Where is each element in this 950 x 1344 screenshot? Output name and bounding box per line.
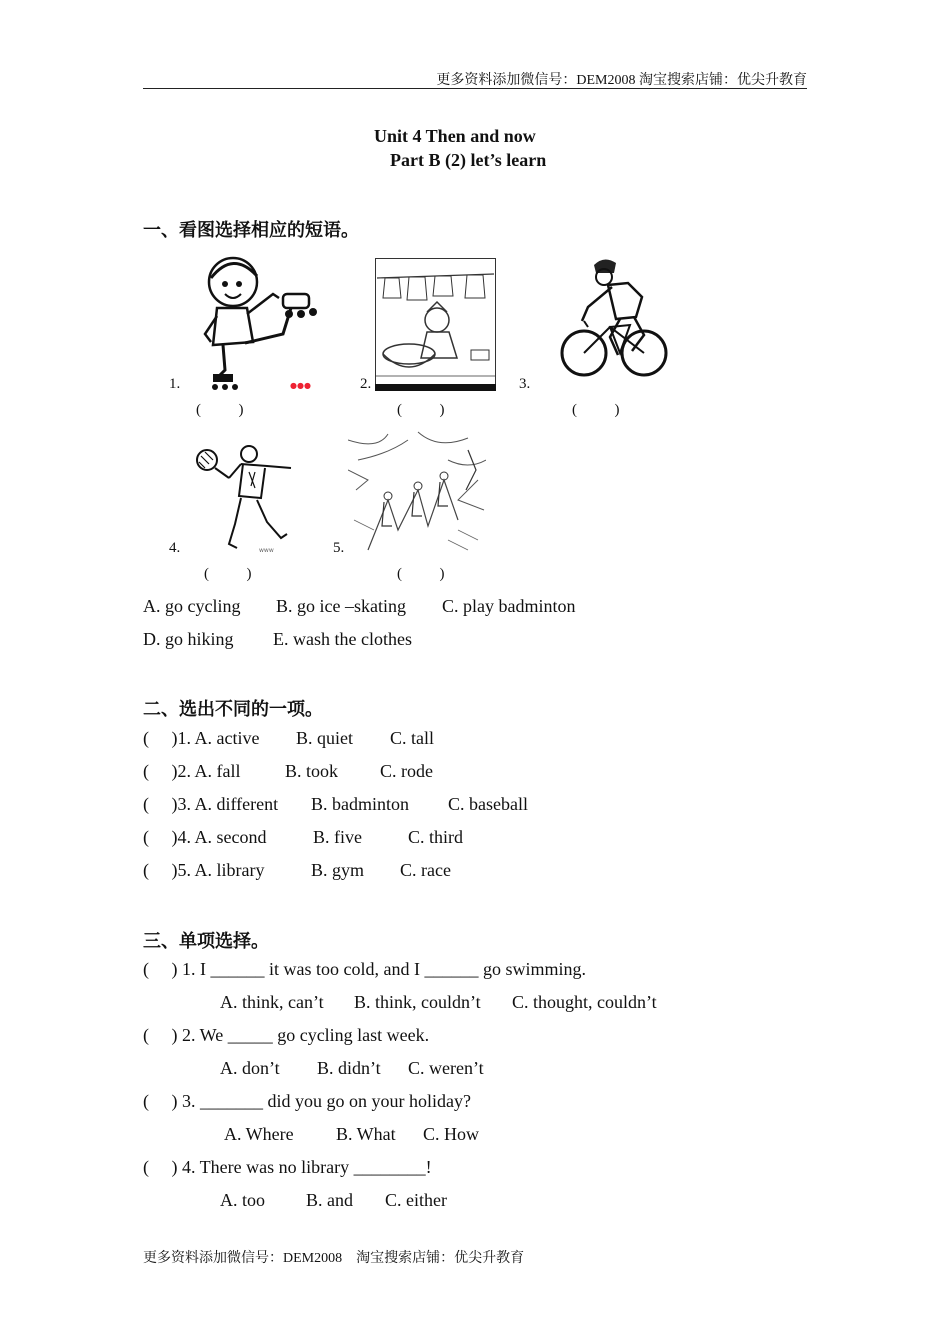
option-e: E. wash the clothes xyxy=(273,629,412,649)
hikers-picture xyxy=(348,430,486,556)
mc-choice-b: B. think, couldn’t xyxy=(354,992,481,1012)
mc-question: ( ) 1. I ______ it was too cold, and I ______ go swimming. xyxy=(143,959,586,979)
answer-blank[interactable]: ( ) xyxy=(397,566,445,582)
svg-text:www: www xyxy=(259,547,274,554)
option-b: B. go ice –skating xyxy=(276,596,406,616)
answer-blank[interactable]: ( ) xyxy=(397,402,445,418)
answer-blank[interactable]: ( ) xyxy=(572,402,620,418)
answer-blank[interactable]: ( ) xyxy=(204,566,252,582)
item-number: 1. xyxy=(169,376,181,392)
question-row: ( )3. A. different xyxy=(143,794,279,814)
mc-choice-c: C. How xyxy=(423,1124,480,1144)
lesson-title: Part B (2) let’s learn xyxy=(390,150,547,170)
mc-choice-c: C. weren’t xyxy=(408,1058,484,1078)
item-number: 2. xyxy=(360,376,372,392)
choice-b: B. took xyxy=(285,761,339,781)
roller-skating-boy-picture xyxy=(195,250,330,390)
choice-c: C. rode xyxy=(380,761,433,781)
section3-heading: 三、单项选择。 xyxy=(143,931,269,952)
section2-heading: 二、选出不同的一项。 xyxy=(143,699,323,720)
choice-c: C. third xyxy=(408,827,464,847)
page-header: 更多资料添加微信号：DEM2008 淘宝搜索店铺：优尖升教育 xyxy=(436,73,807,88)
option-a: A. go cycling xyxy=(143,596,241,616)
question-row: ( )1. A. active xyxy=(143,728,260,748)
cyclist-picture xyxy=(558,255,670,387)
item-number: 4. xyxy=(169,540,181,556)
mc-choice-a: A. Where xyxy=(224,1124,294,1144)
section1-heading: 一、看图选择相应的短语。 xyxy=(143,220,359,241)
mc-question: ( ) 3. _______ did you go on your holiday? xyxy=(143,1091,471,1111)
choice-c: C. baseball xyxy=(448,794,528,814)
svg-text:●●●: ●●● xyxy=(290,381,311,390)
mc-choice-a: A. think, can’t xyxy=(220,992,324,1012)
choice-c: C. tall xyxy=(390,728,434,748)
mc-choice-a: A. don’t xyxy=(220,1058,280,1078)
choice-c: C. race xyxy=(400,860,451,880)
choice-b: B. five xyxy=(313,827,362,847)
mc-choice-b: B. didn’t xyxy=(317,1058,381,1078)
mc-choice-c: C. either xyxy=(385,1190,447,1210)
question-row: ( )5. A. library xyxy=(143,860,265,880)
item-number: 3. xyxy=(519,376,531,392)
header-rule xyxy=(143,88,807,89)
option-c: C. play badminton xyxy=(442,596,576,616)
washing-clothes-picture xyxy=(375,258,496,391)
choice-b: B. quiet xyxy=(296,728,353,748)
mc-choice-b: B. and xyxy=(306,1190,353,1210)
mc-choice-b: B. What xyxy=(336,1124,396,1144)
page-footer: 更多资料添加微信号：DEM2008 淘宝搜索店铺：优尖升教育 xyxy=(143,1251,525,1266)
choice-b: B. badminton xyxy=(311,794,409,814)
unit-title: Unit 4 Then and now xyxy=(374,126,536,146)
badminton-player-picture xyxy=(195,438,295,556)
item-number: 5. xyxy=(333,540,345,556)
mc-question: ( ) 4. There was no library ________! xyxy=(143,1157,432,1177)
mc-choice-c: C. thought, couldn’t xyxy=(512,992,657,1012)
question-row: ( )2. A. fall xyxy=(143,761,241,781)
mc-question: ( ) 2. We _____ go cycling last week. xyxy=(143,1025,430,1045)
mc-choice-a: A. too xyxy=(220,1190,265,1210)
choice-b: B. gym xyxy=(311,860,365,880)
question-row: ( )4. A. second xyxy=(143,827,267,847)
option-d: D. go hiking xyxy=(143,629,234,649)
answer-blank[interactable]: ( ) xyxy=(196,402,244,418)
